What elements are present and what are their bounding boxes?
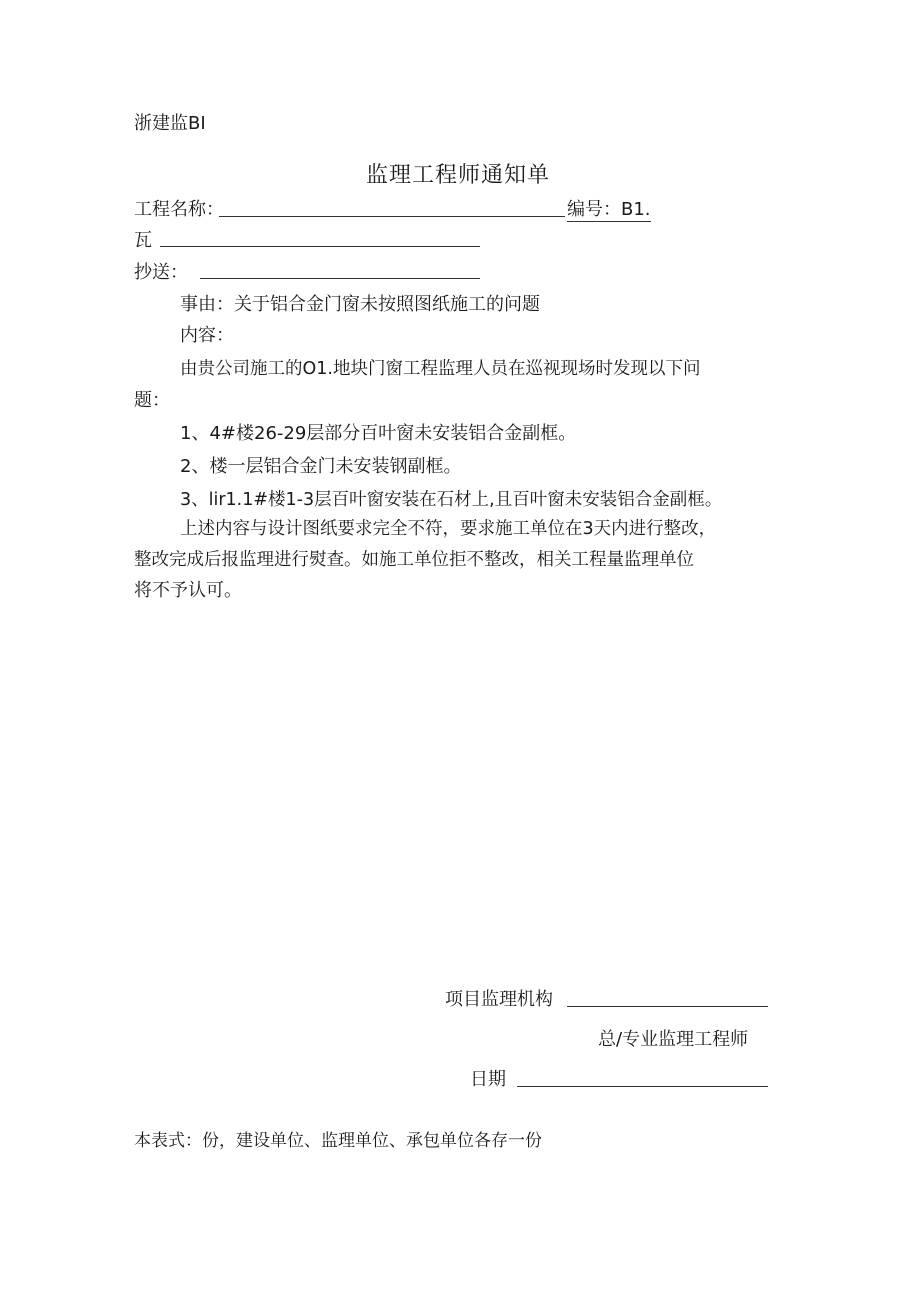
issue-item-2: 2、楼一层铝合金门未安装钢副框。 bbox=[180, 456, 462, 477]
intro-line-1: 由贵公司施工的O1.地块门窗工程监理人员在巡视现场时发现以下问 bbox=[180, 359, 701, 379]
footer-note: 本表式：份，建设单位、监理单位、承包单位各存一份 bbox=[134, 1131, 542, 1151]
supervision-org-label: 项目监理机构 bbox=[445, 989, 553, 1010]
date-label: 日期 bbox=[470, 1069, 506, 1090]
document-title: 监理工程师通知单 bbox=[366, 163, 551, 188]
issue-item-3: 3、lir1.1#楼1-3层百叶窗安装在石材上,且百叶窗未安装铝合金副框。 bbox=[180, 490, 723, 510]
form-code: 浙建监BI bbox=[134, 113, 206, 134]
issue-item-1: 1、4#楼26-29层部分百叶窗未安装铝合金副框。 bbox=[180, 423, 577, 444]
conclusion-line-1: 上述内容与设计图纸要求完全不符，要求施工单位在3天内进行整改， bbox=[180, 519, 717, 539]
engineer-label: 总/专业监理工程师 bbox=[598, 1029, 749, 1050]
supervision-org-underline bbox=[567, 1006, 768, 1007]
intro-line-2: 题： bbox=[134, 390, 170, 411]
to-label: 瓦 bbox=[134, 230, 152, 251]
cc-underline bbox=[200, 278, 480, 279]
project-name-label: 工程名称： bbox=[134, 199, 224, 220]
cc-label: 抄送： bbox=[134, 262, 188, 283]
conclusion-line-2: 整改完成后报监理进行熨查。如施工单位拒不整改，相关工程量监理单位 bbox=[134, 550, 694, 570]
subject: 事由：关于铝合金门窗未按照图纸施工的问题 bbox=[180, 294, 540, 315]
conclusion-line-3: 将不予认可。 bbox=[134, 580, 242, 601]
project-name-underline bbox=[219, 216, 565, 217]
number-label: 编号：B1. bbox=[567, 199, 651, 220]
content-label: 内容： bbox=[180, 325, 234, 346]
date-underline bbox=[517, 1086, 768, 1087]
to-underline bbox=[160, 246, 480, 247]
